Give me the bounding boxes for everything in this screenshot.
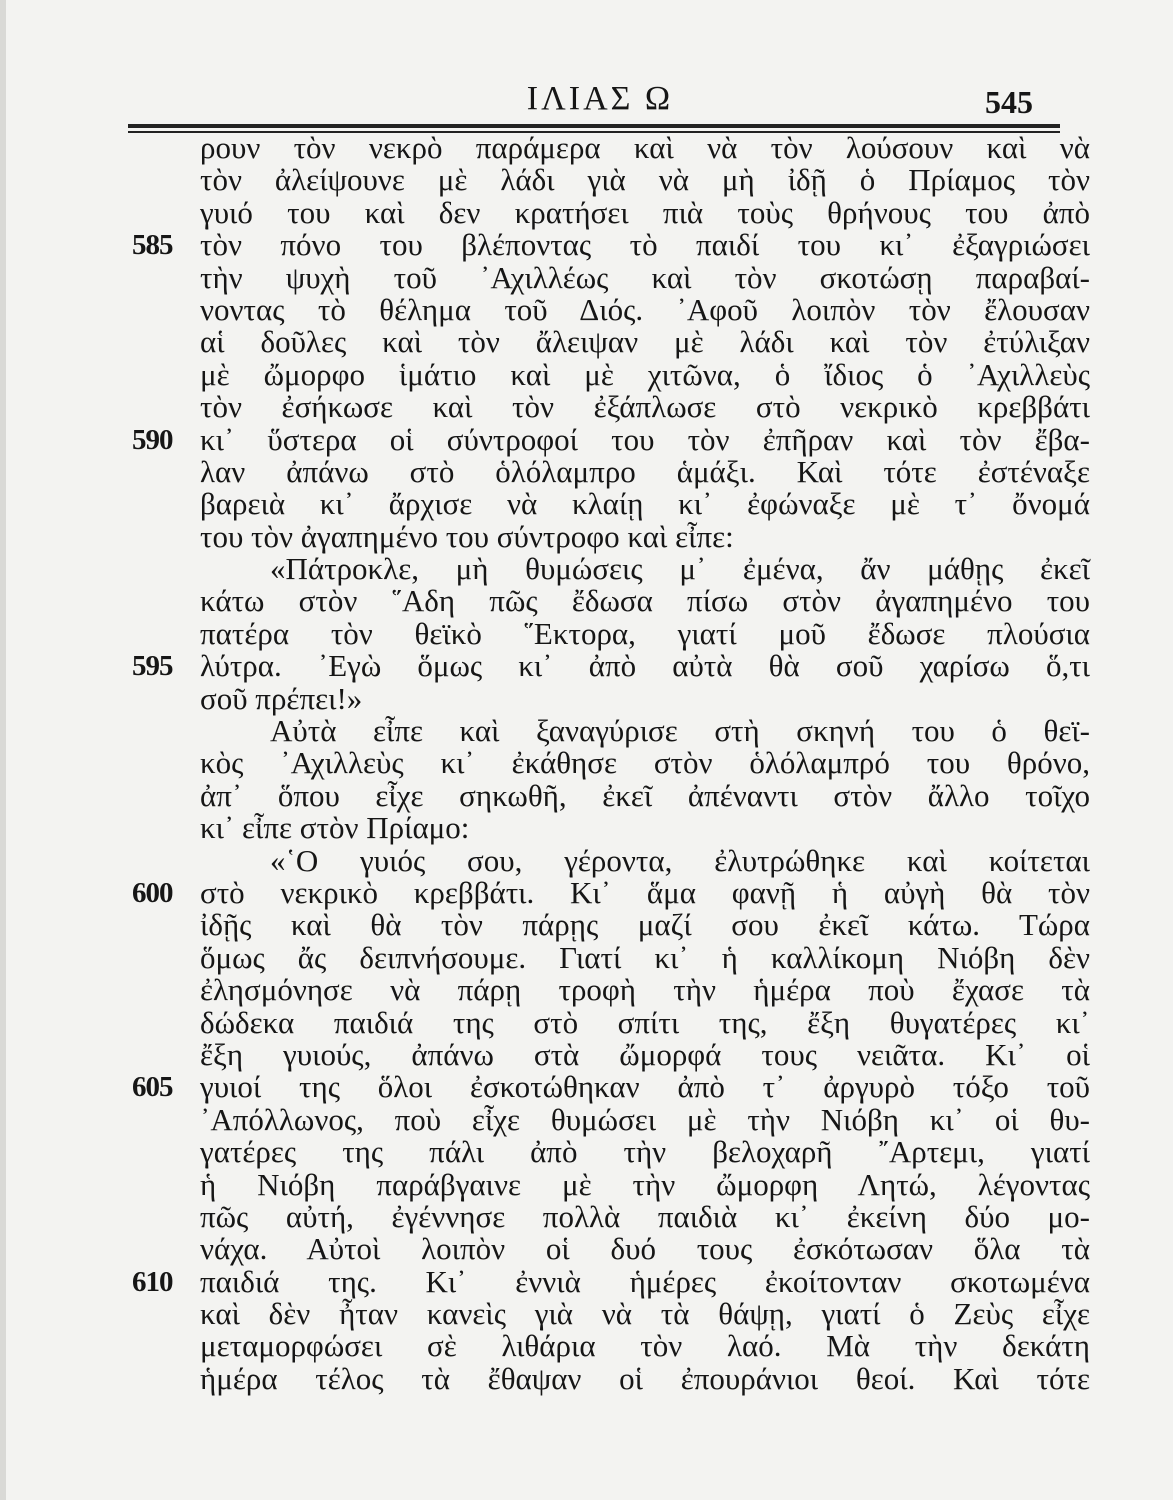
text-line [200,1136,1090,1168]
line-text: ἡμέρα τέλος τὰ ἔθαψαν οἱ ἐπουράνιοι θεοί. Καὶ τότε [200,1360,1090,1396]
text-line [200,1198,1090,1234]
verse-line-number: 590 [132,423,173,456]
text-line [200,1298,1090,1330]
line-text: μὲ ὤμορφο ἱμάτιο καὶ μὲ χιτῶνα, ὁ ἴδιος ὁ ᾿Αχιλλεὺς [200,356,1090,392]
verse-line-number: 595 [132,650,173,683]
line-text: του τὸν ἀγαπημένο του σύντροφο καὶ εἶπε: [200,518,734,554]
page-number: 545 [985,84,1033,120]
text-line [132,1069,1090,1105]
line-text: ἔξη γυιούς, ἀπάνω στὰ ὤμορφά τους νειᾶτα. Κι᾿ οἱ [200,1036,1090,1072]
header-rule [128,124,1060,128]
line-text: ἐλησμόνησε νὰ πάρῃ τροφὴ τὴν ἡμέρα ποὺ ἔχασε τὰ [200,972,1090,1008]
text-line [200,715,1090,747]
line-text: πατέρα τὸν θεϊκὸ ῞Εκτορα, γιατί μοῦ ἔδωσε πλούσια [200,615,1090,651]
line-text: νοντας τὸ θέλημα τοῦ Διός. ᾿Αφοῦ λοιπὸν τὸν ἔλουσαν [200,291,1090,327]
text-line [200,1360,1090,1396]
line-text: δώδεκα παιδιά της στὸ σπίτι της, ἔξη θυγατέρες κι᾿ [200,1004,1090,1040]
text-line [200,326,1090,358]
line-text: κὸς ᾿Αχιλλεὺς κι᾿ ἐκάθησε στὸν ὁλόλαμπρό του θρόνο, [200,745,1090,781]
line-text: πῶς αὐτή, ἐγέννησε πολλὰ παιδιὰ κι᾿ ἐκείνη δύο μο- [200,1198,1090,1234]
line-text: «῾Ο γυιός σου, γέροντα, ἐλυτρώθηκε καὶ κοίτεται [270,842,1090,878]
text-line [200,132,1090,164]
line-text: κάτω στὸν ῞Αδη πῶς ἔδωσα πίσω στὸν ἀγαπημένο του [200,583,1090,619]
text-line [132,1263,1090,1299]
text-line [200,391,1090,423]
text-line [200,842,1090,878]
line-text: Αὐτὰ εἶπε καὶ ξαναγύρισε στὴ σκηνή του ὁ θεϊ- [270,713,1090,749]
line-text: ᾿Απόλλωνος, ποὺ εἶχε θυμώσει μὲ τὴν Νιόβη κι᾿ οἱ θυ- [200,1101,1090,1137]
line-text: ἰδῇς καὶ θὰ τὸν πάρῃς μαζί σου ἐκεῖ κάτω. Τώρα [200,907,1090,943]
verse-line-number: 585 [132,229,173,262]
line-text: ὅμως ἄς δειπνήσουμε. Γιατί κι᾿ ἡ καλλίκομη Νιόβη δὲν [200,939,1090,975]
text-line [200,939,1090,975]
line-text: κι᾿ ὕστερα οἱ σύντροφοί του τὸν ἐπῆραν καὶ τὸν ἔβα- [200,421,1090,457]
line-text: παιδιά της. Κι᾿ ἐννιὰ ἡμέρες ἐκοίτονταν σκοτωμένα [200,1263,1090,1299]
line-text: «Πάτροκλε, μὴ θυμώσεις μ᾿ ἐμένα, ἄν μάθῃς ἐκεῖ [270,551,1090,587]
line-text: νάχα. Αὐτοὶ λοιπὸν οἱ δυό τους ἐσκότωσαν ὅλα τὰ [200,1231,1090,1267]
line-text: στὸ νεκρικὸ κρεββάτι. Κι᾿ ἅμα φανῇ ἡ αὐγὴ θὰ τὸν [200,874,1090,910]
line-text: γυιοί της ὅλοι ἐσκοτώθηκαν ἀπὸ τ᾿ ἀργυρὸ τόξο τοῦ [200,1069,1090,1105]
text-line [200,777,1090,813]
text-line [200,1166,1090,1202]
text-line [200,812,1090,844]
line-text: αἱ δοῦλες καὶ τὸν ἄλειψαν μὲ λάδι καὶ τὸν ἐτύλιξαν [200,324,1090,360]
text-line [200,680,1090,716]
running-header-title: ΙΛΙΑΣ Ω [526,80,674,117]
text-line [200,1233,1090,1265]
text-line [132,874,1090,910]
text-line [200,1330,1090,1362]
line-text: γυιό του καὶ δεν κρατήσει πιὰ τοὺς θρήνους του ἀπὸ [200,194,1090,230]
text-line [200,615,1090,651]
line-text: τὴν ψυχὴ τοῦ ᾿Αχιλλέως καὶ τὸν σκοτώσῃ παραβαί- [200,259,1090,295]
text-line [200,518,1090,554]
text-line [200,909,1090,941]
text-line [132,227,1090,263]
text-line [200,453,1090,489]
line-text: ἀπ᾿ ὅπου εἶχε σηκωθῆ, ἐκεῖ ἀπέναντι στὸν ἄλλο τοῖχο [200,777,1090,813]
line-text: λύτρα. ᾿Εγὼ ὅμως κι᾿ ἀπὸ αὐτὰ θὰ σοῦ χαρίσω ὅ,τι [200,648,1090,684]
line-text: ρουν τὸν νεκρὸ παράμερα καὶ νὰ τὸν λούσουν καὶ νὰ [200,130,1090,165]
text-line [200,747,1090,779]
line-text: γατέρες της πάλι ἀπὸ τὴν βελοχαρῆ ῎Αρτεμι, γιατί [200,1134,1090,1170]
line-text: λαν ἀπάνω στὸ ὁλόλαμπρο ἁμάξι. Καὶ τότε ἐστέναξε [200,453,1090,489]
text-line [200,974,1090,1006]
text-line [200,356,1090,392]
text-line [200,291,1090,327]
verse-line-number: 605 [132,1071,173,1104]
text-line [200,164,1090,196]
line-text: τὸν πόνο του βλέποντας τὸ παιδί του κι᾿ ἐξαγριώσει [200,227,1090,263]
text-line [132,421,1090,457]
text-line [200,1004,1090,1040]
line-text: καὶ δὲν ἦταν κανεὶς γιὰ νὰ τὰ θάψῃ, γιατί ὁ Ζεὺς εἶχε [200,1296,1090,1332]
verse-line-number: 600 [132,876,173,909]
text-line [132,648,1090,684]
body-text [132,130,1090,1396]
page-edge [0,0,6,1500]
text-line [200,553,1090,585]
verse-line-number: 610 [132,1265,173,1298]
line-text: κι᾿ εἶπε στὸν Πρίαμο: [200,810,470,846]
line-text: τὸν ἀλείψουνε μὲ λάδι γιὰ νὰ μὴ ἰδῇ ὁ Πρίαμος τὸν [200,162,1090,198]
line-text: μεταμορφώσει σὲ λιθάρια τὸν λαό. Μὰ τὴν δεκάτη [200,1328,1090,1364]
text-line [200,1036,1090,1072]
line-text: τὸν ἐσήκωσε καὶ τὸν ἐξάπλωσε στὸ νεκρικὸ κρεββάτι [200,389,1090,425]
text-line [200,585,1090,617]
line-text: βαρειὰ κι᾿ ἄρχισε νὰ κλαίῃ κι᾿ ἐφώναξε μὲ τ᾿ ὄνομά [200,486,1090,522]
line-text: ἡ Νιόβη παράβγαινε μὲ τὴν ὤμορφη Λητώ, λέγοντας [200,1166,1090,1202]
line-text: σοῦ πρέπει!» [200,680,363,716]
text-line [200,259,1090,295]
text-line [200,488,1090,520]
text-line [200,194,1090,230]
text-line [200,1101,1090,1137]
